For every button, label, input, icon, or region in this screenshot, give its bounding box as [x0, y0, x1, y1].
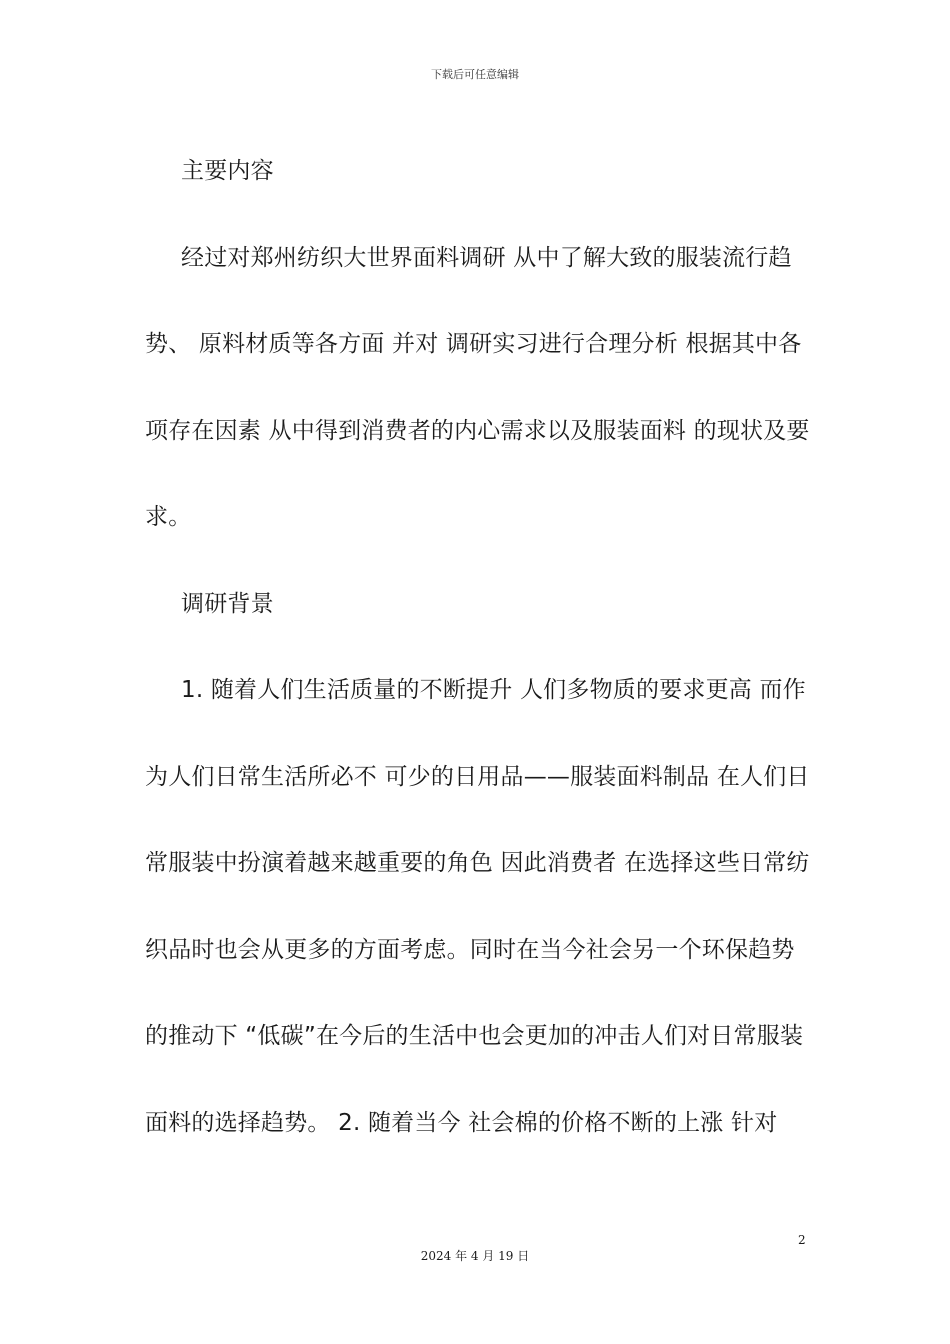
body-paragraph-summary: 经过对郑州纺织大世界面料调研 从中了解大致的服装流行趋势、 原料材质等各方面 并对 调研实习进行合理分析 根据其中各项存在因素 从中得到消费者的内心需求以及服装面料 的现状及要求。: [145, 244, 810, 530]
page-header: 下载后可任意编辑: [431, 68, 519, 81]
body-paragraph-background: 1. 随着人们生活质量的不断提升 人们多物质的要求更高 而作为人们日常生活所必不 可少的日用品——服装面料制品 在人们日常服装中扮演着越来越重要的角色 因此消费者 在选择这些日常纺织品时也会从更多的方面考虑。同时在当今社会另一个环保趋势的推动下 “低碳”在今后的生活中也会更加的冲击人们对日常服装面料的选择趋势。 2. 随着当今 社会棉的价格不断的上涨 针对: [145, 677, 810, 1136]
document-body: [145, 128, 810, 1166]
section-heading-background: 调研背景: [181, 590, 274, 617]
page-number: 2: [798, 1233, 806, 1247]
section-heading-main-content: 主要内容: [181, 158, 274, 184]
page-footer-date: 2024 年 4 月 19 日: [420, 1249, 530, 1263]
